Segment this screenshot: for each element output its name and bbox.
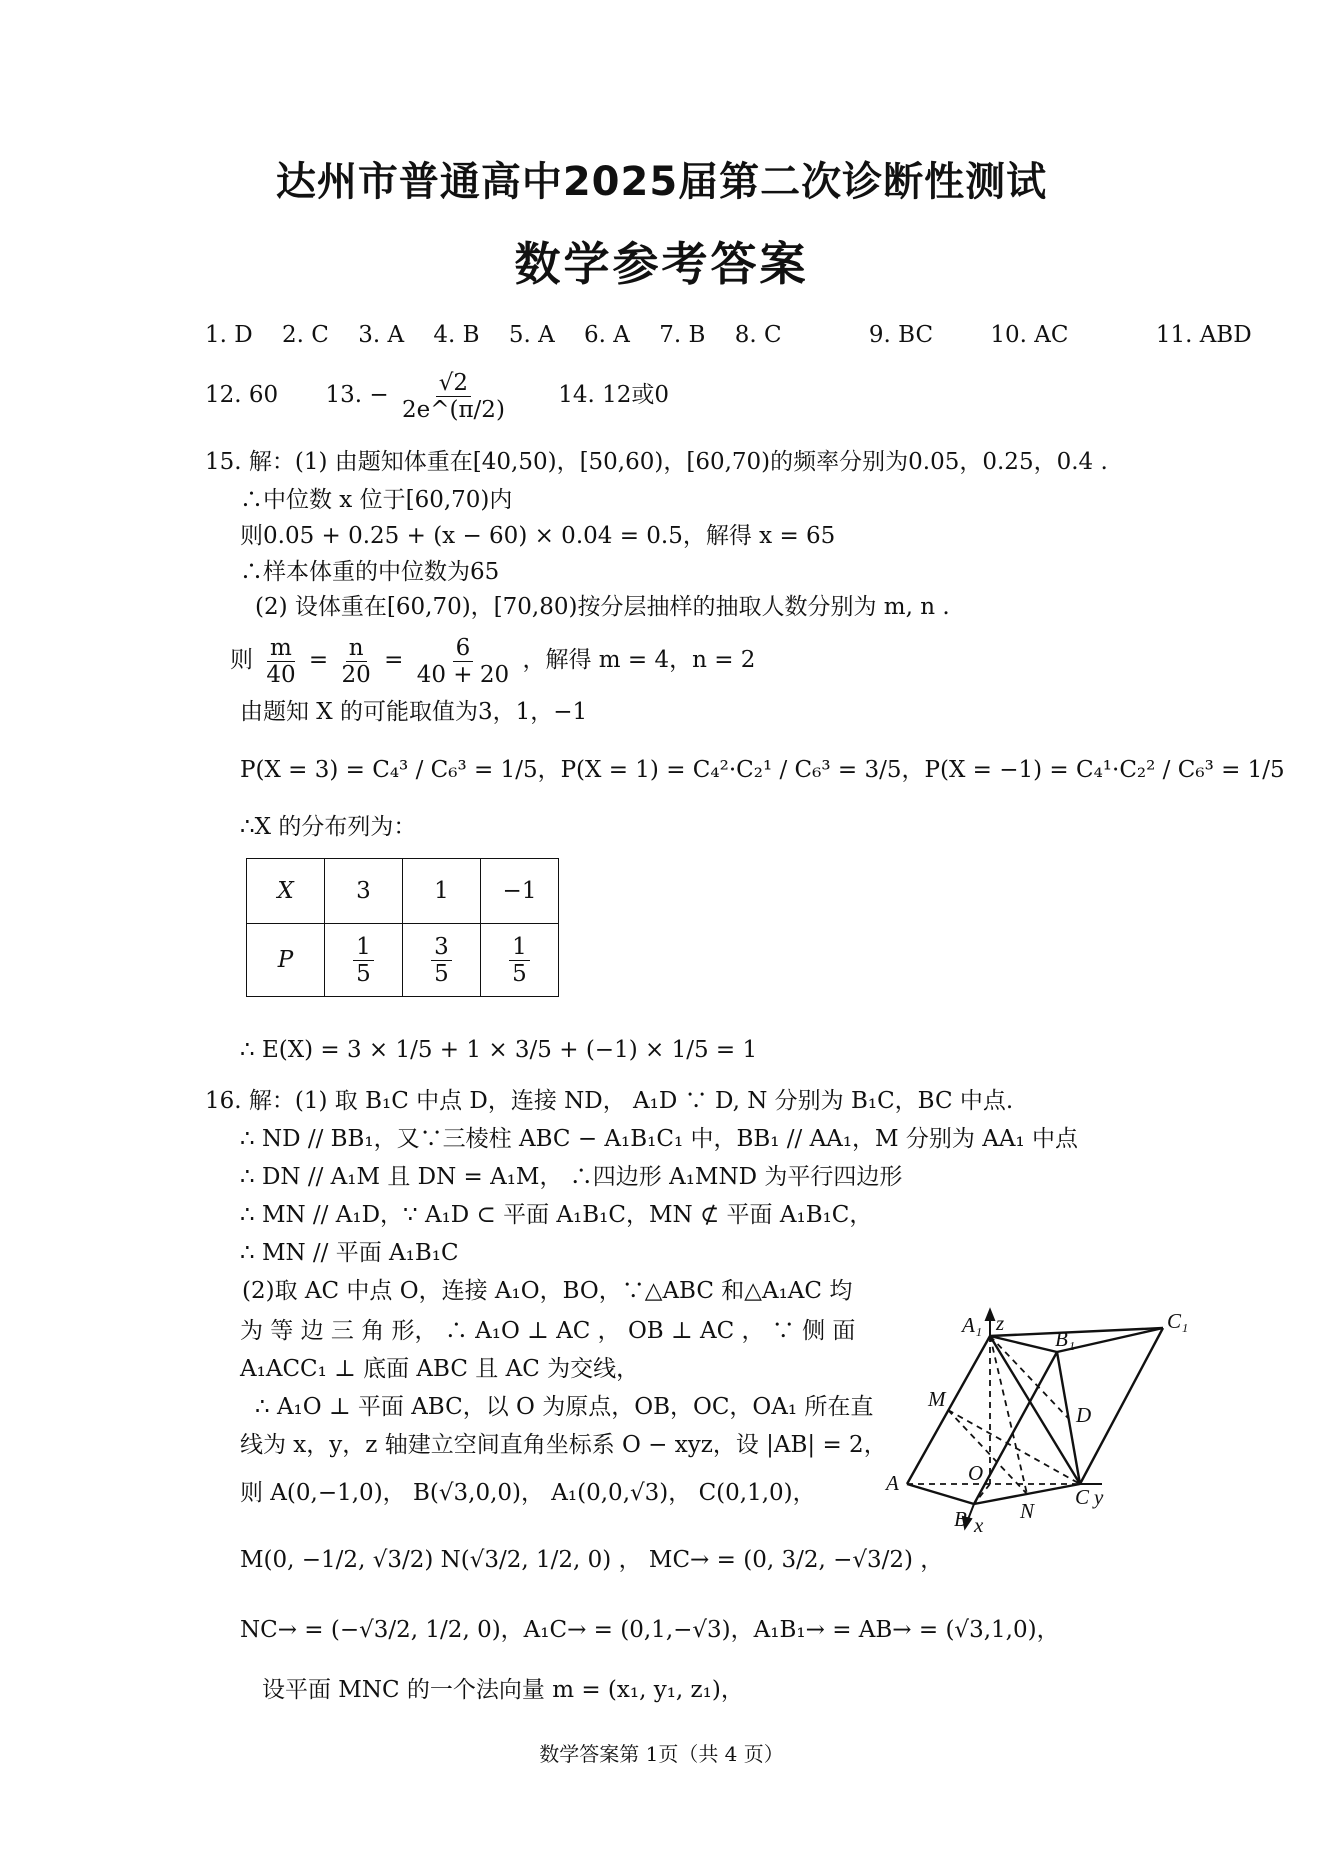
choice-answer: 6. A — [584, 322, 630, 348]
frac-num: 3 — [431, 934, 452, 961]
hidden-edges — [907, 1336, 1080, 1504]
edge-a1b1 — [990, 1336, 1057, 1352]
frac-den: 5 — [512, 960, 527, 987]
q15-solve-mn: ，解得 m = 4，n = 2 — [522, 647, 756, 673]
label-O: O — [968, 1461, 984, 1485]
choice-answer: 4. B — [433, 322, 480, 348]
q15-line-9: ∴X 的分布列为： — [240, 814, 417, 840]
label-C1: C₁ — [1167, 1309, 1189, 1333]
table-cell — [325, 924, 403, 997]
choice-answer: 1. D — [205, 322, 253, 348]
table-cell: 1 — [403, 859, 481, 924]
q16-line-1: 16. 解：(1) 取 B₁C 中点 D，连接 ND， A₁D ∵ D, N 分别为 B₁C，BC 中点. — [205, 1088, 1014, 1114]
q16-line-5: ∴ MN // 平面 A₁B₁C — [240, 1240, 459, 1266]
choice-answer: 5. A — [508, 322, 555, 348]
choice-answer: 3. A — [358, 322, 405, 348]
table-row — [247, 924, 559, 997]
q16-line-9: ∴ A₁O ⊥ 平面 ABC，以 O 为原点，OB，OC，OA₁ 所在直 — [255, 1394, 874, 1420]
prob-fraction — [353, 934, 374, 987]
choice-answer: 10. AC — [990, 322, 1069, 348]
answer-q13-label: 13. − — [325, 382, 389, 408]
q16-line-13: NC→ = (−√3/2, 1/2, 0)，A₁C→ = (0,1,−√3)，A₁B₁→ = AB→ = (√3,1,0)， — [240, 1617, 1060, 1643]
q16-line-7: 为 等 边 三 角 形， ∴ A₁O ⊥ AC ， OB ⊥ AC ， ∵ 侧 面 — [240, 1318, 856, 1344]
q16-line-6: (2)取 AC 中点 O，连接 A₁O，BO，∵△ABC 和△A₁AC 均 — [242, 1278, 853, 1304]
prob-fraction — [509, 934, 530, 987]
answer-q12: 12. 60 — [205, 382, 279, 408]
fraction-6-60 — [414, 635, 512, 688]
q16-line-10: 线为 x，y，z 轴建立空间直角坐标系 O − xyz，设 |AB| = 2， — [240, 1432, 887, 1458]
q15-line-8: P(X = 3) = C₄³ / C₆³ = 1/5，P(X = 1) = C₄²·C₂¹ / C₆³ = 3/5，P(X = −1) = C₄¹·C₂² / C₆³ = 1/5 — [240, 757, 1285, 783]
q16-line-12: M(0, −1/2, √3/2) N(√3/2, 1/2, 0) ， MC→ = (0, 3/2, −√3/2) ， — [240, 1547, 944, 1573]
prism-figure — [880, 1300, 1220, 1560]
table-row — [247, 859, 559, 924]
frac-num: 6 — [453, 635, 474, 662]
table-cell — [403, 924, 481, 997]
frac-num: m — [267, 635, 295, 662]
answer-q14: 14. 12或0 — [558, 382, 670, 408]
label-B1: B₁ — [1055, 1327, 1076, 1351]
label-A: A — [886, 1471, 899, 1495]
table-cell: P — [247, 924, 325, 997]
choice-answer: 7. B — [659, 322, 706, 348]
frac-den: 40 + 20 — [416, 661, 510, 688]
label-D: D — [1076, 1403, 1092, 1427]
frac-num: 1 — [509, 934, 530, 961]
label-x: x — [974, 1513, 984, 1537]
answer-subtitle: 数学参考答案 — [514, 237, 809, 291]
q15-expectation: ∴ E(X) = 3 × 1/5 + 1 × 3/5 + (−1) × 1/5 = 1 — [240, 1037, 758, 1063]
q15-line-6: 则 $\frac{m}{40}$ = $\frac{n}{20}$ = $\frac{6}{40 + 20}$ ，解得 m = 4，n = 2 — [230, 634, 756, 688]
q16-line-4: ∴ MN // A₁D，∵ A₁D ⊂ 平面 A₁B₁C，MN ⊄ 平面 A₁B₁C， — [240, 1202, 873, 1228]
q15-then: 则 — [230, 647, 253, 673]
edge-c1c — [1080, 1328, 1163, 1484]
choice-answers-row — [205, 320, 1274, 350]
q16-line-11: 则 A(0,−1,0)， B(√3,0,0)， A₁(0,0,√3)， C(0,1,0)， — [240, 1480, 816, 1506]
q13-numerator: √2 — [436, 370, 471, 397]
frac-num: 1 — [353, 934, 374, 961]
table-cell: −1 — [481, 859, 559, 924]
label-C: C — [1075, 1485, 1090, 1509]
frac-den: 5 — [434, 960, 449, 987]
page-footer: 数学答案第 1页（共 4 页） — [539, 1742, 784, 1766]
fill-answers-row — [205, 365, 669, 425]
label-y: y — [1094, 1485, 1104, 1509]
q15-line-2: ∴中位数 x 位于[60,70)内 — [240, 487, 513, 513]
distribution-table — [246, 858, 559, 997]
fraction-m-40 — [263, 635, 298, 688]
fraction-n-20 — [339, 635, 374, 688]
table-cell — [481, 924, 559, 997]
q16-line-3: ∴ DN // A₁M 且 DN = A₁M， ∴四边形 A₁MND 为平行四边形 — [240, 1164, 903, 1190]
q15-line-5: (2) 设体重在[60,70)，[70,80)按分层抽样的抽取人数分别为 m, n . — [255, 594, 950, 620]
prob-fraction — [431, 934, 452, 987]
frac-den: 5 — [356, 960, 371, 987]
q16-line-8: A₁ACC₁ ⊥ 底面 ABC 且 AC 为交线， — [240, 1356, 640, 1382]
choice-answer: 2. C — [282, 322, 329, 348]
exam-title: 达州市普通高中2025届第二次诊断性测试 — [275, 159, 1048, 205]
q15-line-3: 则0.05 + 0.25 + (x − 60) × 0.04 = 0.5，解得 x = 65 — [240, 523, 836, 549]
choice-answer: 8. C — [734, 322, 782, 348]
frac-den: 40 — [266, 661, 296, 688]
q15-line-4: ∴样本体重的中位数为65 — [240, 559, 500, 585]
label-z: z — [996, 1311, 1005, 1335]
frac-den: 20 — [341, 661, 371, 688]
label-B: B — [954, 1507, 967, 1531]
q15-line-1: 15. 解：(1) 由题知体重在[40,50)，[50,60)，[60,70)的频率分别为0.05，0.25，0.4 . — [205, 449, 1108, 475]
z-arrowhead — [986, 1310, 994, 1320]
choice-answer: 11. ABD — [1155, 322, 1252, 348]
q16-line-2: ∴ ND // BB₁，又∵三棱柱 ABC − A₁B₁C₁ 中，BB₁ // AA₁，M 分别为 AA₁ 中点 — [240, 1126, 1078, 1152]
label-A1: A₁ — [962, 1313, 983, 1337]
answer-q13-fraction — [399, 370, 508, 423]
label-N: N — [1020, 1499, 1035, 1523]
table-cell: 3 — [325, 859, 403, 924]
label-M: M — [928, 1387, 946, 1411]
q13-denominator: 2e^(π/2) — [401, 396, 505, 423]
frac-num: n — [346, 635, 367, 662]
q15-line-7: 由题知 X 的可能取值为3，1，−1 — [240, 699, 588, 725]
q16-line-14: 设平面 MNC 的一个法向量 m = (x₁, y₁, z₁)， — [262, 1677, 744, 1703]
choice-answer: 9. BC — [868, 322, 934, 348]
edge-ab — [907, 1484, 974, 1504]
solid-edges — [907, 1328, 1163, 1504]
table-cell: X — [247, 859, 325, 924]
